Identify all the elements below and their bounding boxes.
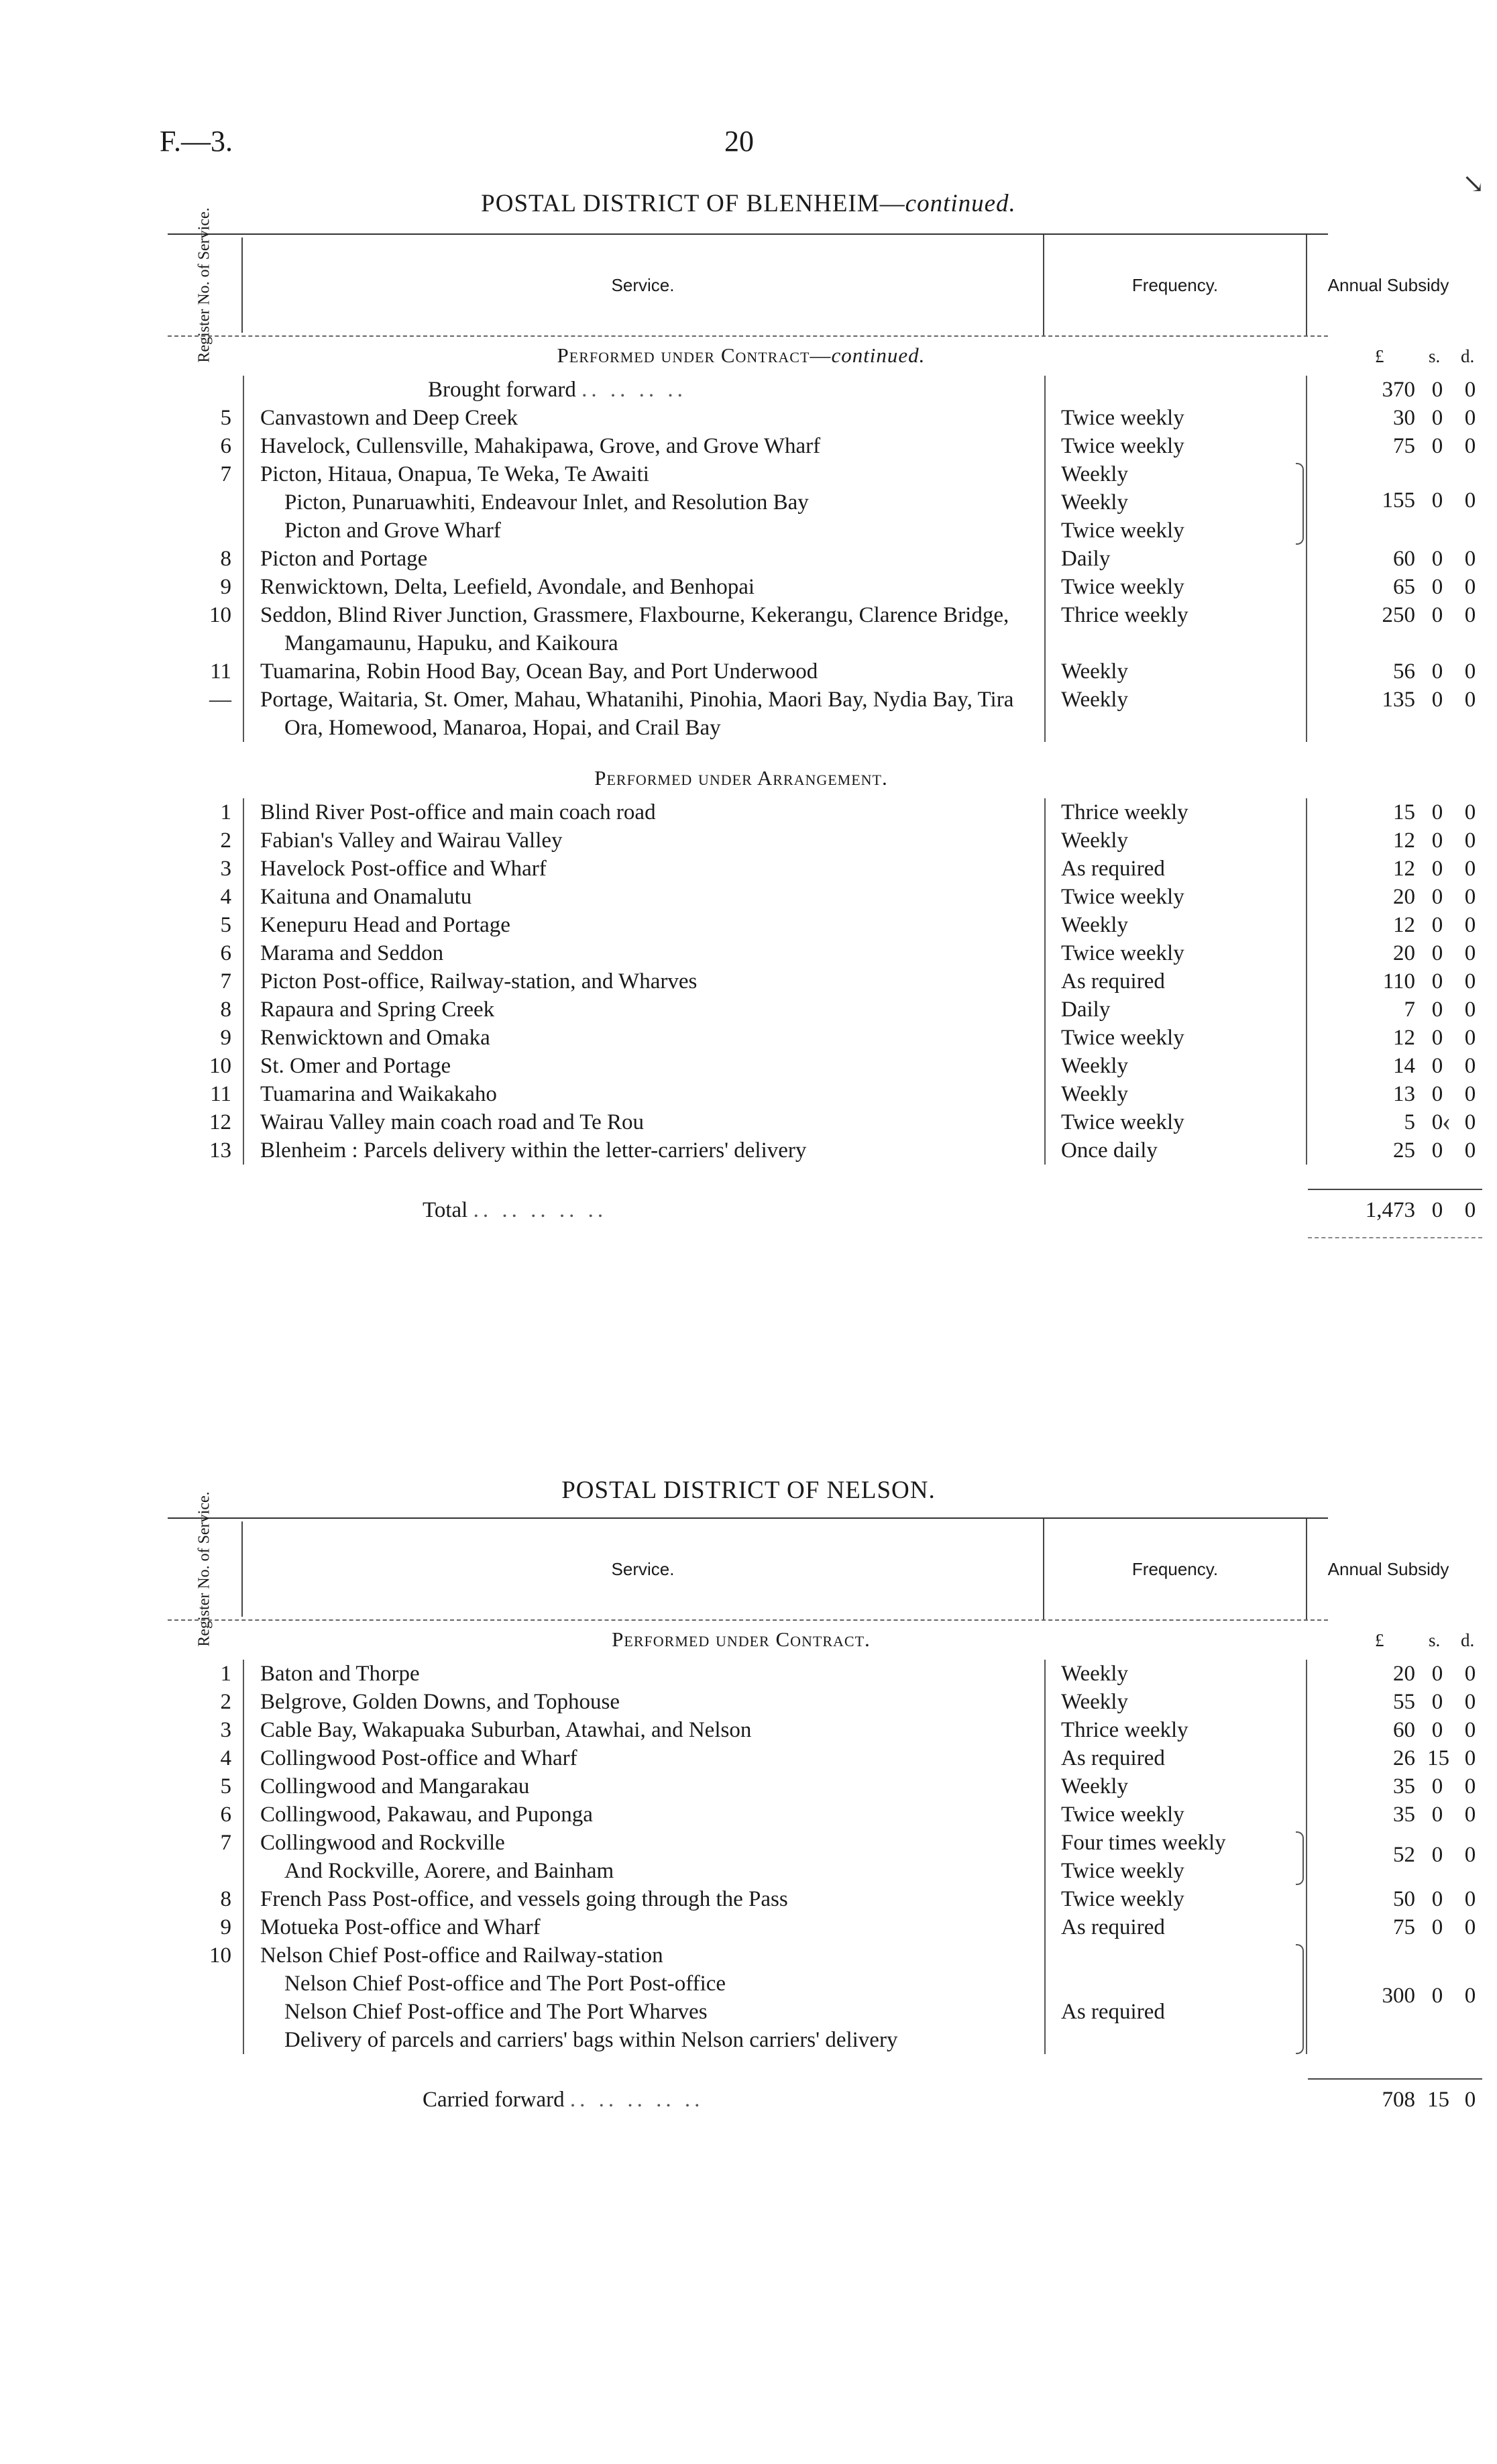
subsidy-pence: 0 <box>1464 828 1476 853</box>
frequency: Weekly <box>1061 659 1128 684</box>
subsidy-pence: 0 <box>1464 969 1476 994</box>
register-number: — <box>209 688 231 712</box>
collingwood-group-pence: 0 <box>1464 1843 1476 1867</box>
subsidy-pounds: 20 <box>1393 941 1415 965</box>
nelson-group-pounds: 300 <box>1382 1984 1415 2008</box>
frequency: Twice weekly <box>1061 519 1184 543</box>
table-row <box>168 2026 1328 2054</box>
table-row <box>168 1970 1328 1998</box>
register-number: 11 <box>210 659 231 684</box>
pence-symbol: d. <box>1461 1630 1475 1650</box>
subsidy-pence: 0 <box>1464 547 1476 571</box>
subsidy-shillings: 0 <box>1431 1138 1443 1163</box>
subsidy-pounds: 35 <box>1393 1803 1415 1827</box>
subsidy-shillings: 0 <box>1431 941 1443 965</box>
subsidy-pounds: 250 <box>1382 603 1415 627</box>
register-number: 8 <box>220 1887 231 1911</box>
subsidy-pounds: 20 <box>1393 885 1415 909</box>
frequency: Weekly <box>1061 1054 1128 1078</box>
frequency: Weekly <box>1061 1082 1128 1106</box>
register-number: 10 <box>209 1054 231 1078</box>
pence-symbol: d. <box>1461 346 1475 366</box>
service-name: And Rockville, Aorere, and Bainham <box>284 1859 614 1883</box>
frequency: Four times weekly <box>1061 1831 1226 1855</box>
frequency: Daily <box>1061 547 1111 571</box>
service-name: Belgrove, Golden Downs, and Tophouse <box>260 1690 620 1714</box>
subsidy-pounds: 75 <box>1393 1915 1415 1939</box>
report-code: F.—3. <box>160 125 233 158</box>
subsidy-pence: 0 <box>1464 1662 1476 1686</box>
subsidy-pounds: 15 <box>1393 800 1415 824</box>
nelson-title: POSTAL DISTRICT OF NELSON. <box>561 1477 936 1504</box>
subsidy-pounds: 25 <box>1393 1138 1415 1163</box>
subsidy-pence: 0 <box>1464 1746 1476 1770</box>
frequency: Thrice weekly <box>1061 800 1188 824</box>
blenheim-contract-rows <box>168 376 1476 742</box>
service-name: Blind River Post-office and main coach road <box>260 800 656 824</box>
nelson-section <box>168 1491 1476 2125</box>
register-number: 4 <box>220 1746 231 1770</box>
shillings-symbol: s. <box>1429 1630 1441 1650</box>
subsidy-shillings: 0 <box>1431 1718 1443 1742</box>
register-number: 9 <box>220 1026 231 1050</box>
frequency: Weekly <box>1061 1774 1128 1799</box>
table-row <box>168 1080 1476 1108</box>
table-row <box>168 855 1476 883</box>
service-name: St. Omer and Portage <box>260 1054 451 1078</box>
frequency: Twice weekly <box>1061 575 1184 599</box>
frequency: Twice weekly <box>1061 941 1184 965</box>
table-row <box>168 1136 1476 1165</box>
register-number: 8 <box>220 547 231 571</box>
service-name: Delivery of parcels and carriers' bags within Nelson carriers' delivery <box>284 2028 898 2052</box>
frequency: As required <box>1061 857 1165 881</box>
table-row <box>168 1108 1476 1136</box>
subsidy-shillings: 0 <box>1431 406 1443 430</box>
subsidy-shillings: 0 <box>1431 603 1443 627</box>
frequency: As required <box>1061 969 1165 994</box>
column-rule <box>1306 798 1307 1165</box>
table-row <box>168 657 1476 686</box>
table-row <box>168 939 1476 967</box>
pounds-symbol: £ <box>1375 1630 1384 1650</box>
frequency: Once daily <box>1061 1138 1158 1163</box>
service-name: Havelock, Cullensville, Mahakipawa, Grove, and Grove Wharf <box>260 434 821 458</box>
service-name: Marama and Seddon <box>260 941 444 965</box>
register-number: 5 <box>220 913 231 937</box>
subsidy-pounds: 7 <box>1404 998 1415 1022</box>
subsidy-shillings: 0 <box>1431 998 1443 1022</box>
picton-group-pence: 0 <box>1464 488 1476 513</box>
service-name: Portage, Waitaria, St. Omer, Mahau, Whatanihi, Pinohia, Maori Bay, Nydia Bay, Tira Ora, Homewood, Manaroa, Hopai, and Crail Bay <box>260 688 1014 740</box>
subsidy-shillings: 0 <box>1431 1662 1443 1686</box>
frequency: Weekly <box>1061 1662 1128 1686</box>
table-row <box>168 1941 1328 1970</box>
picton-group-brace <box>1296 463 1304 545</box>
table-row <box>168 1052 1476 1080</box>
register-number: 1 <box>220 1662 231 1686</box>
subsidy-pounds: 5 <box>1404 1110 1415 1134</box>
register-number: 2 <box>220 828 231 853</box>
subsidy-pence: 0 <box>1464 941 1476 965</box>
arrangement-heading: Performed under Arrangement. <box>594 766 888 790</box>
table-row <box>168 911 1476 939</box>
subsidy-pence: 0 <box>1464 1690 1476 1714</box>
service-name: Motueka Post-office and Wharf <box>260 1915 541 1939</box>
table-row <box>168 1024 1476 1052</box>
column-rule <box>1306 376 1307 742</box>
subsidy-pounds: 50 <box>1393 1887 1415 1911</box>
table-row <box>168 1660 1476 1688</box>
subsidy-shillings: 0 <box>1431 857 1443 881</box>
frequency: Twice weekly <box>1061 406 1184 430</box>
service-name: Havelock Post-office and Wharf <box>260 857 547 881</box>
frequency: Weekly <box>1061 462 1128 486</box>
table-row <box>168 826 1476 855</box>
column-rule <box>243 798 244 1165</box>
register-number: 5 <box>220 406 231 430</box>
subsidy-shillings: 0 <box>1431 1082 1443 1106</box>
subsidy-shillings: 0 <box>1431 885 1443 909</box>
subsidy-shillings: 0 <box>1431 575 1443 599</box>
table-row <box>168 1772 1476 1801</box>
service-name: Cable Bay, Wakapuaka Suburban, Atawhai, and Nelson <box>260 1718 752 1742</box>
subsidy-pence: 0 <box>1464 1110 1476 1134</box>
register-number: 9 <box>220 1915 231 1939</box>
picton-group-pounds: 155 <box>1382 488 1415 513</box>
subsidy-shillings: 0 <box>1431 1054 1443 1078</box>
frequency: Weekly <box>1061 1690 1128 1714</box>
register-number: 6 <box>220 434 231 458</box>
subsidy-pence: 0 <box>1464 1915 1476 1939</box>
blenheim-section <box>168 207 1476 1236</box>
frequency-column-header: Frequency. <box>1044 1519 1307 1619</box>
column-rule <box>1044 376 1046 742</box>
subsidy-pounds: 30 <box>1393 406 1415 430</box>
table-row <box>168 601 1476 657</box>
frequency: Twice weekly <box>1061 1887 1184 1911</box>
subsidy-pence: 0 <box>1464 1082 1476 1106</box>
subsidy-pounds: 12 <box>1393 1026 1415 1050</box>
service-name: Picton, Hitaua, Onapua, Te Weka, Te Awaiti <box>260 462 649 486</box>
subsidy-pence: 0 <box>1464 800 1476 824</box>
frequency: Twice weekly <box>1061 1859 1184 1883</box>
subsidy-column-header: Annual Subsidy <box>1327 1558 1449 1579</box>
collingwood-group-shillings: 0 <box>1431 1843 1443 1867</box>
register-column-header: Register No. of Service. <box>168 1521 243 1617</box>
subsidy-pence: 0 <box>1464 1026 1476 1050</box>
frequency: As required <box>1061 1915 1165 1939</box>
frequency: Weekly <box>1061 828 1128 853</box>
register-number: 3 <box>220 857 231 881</box>
service-name: Seddon, Blind River Junction, Grassmere, Flaxbourne, Kekerangu, Clarence Bridge, Mangamaunu, Hapuku, and Kaikoura <box>260 603 1009 655</box>
subsidy-pence: 0 <box>1464 1803 1476 1827</box>
nelson-contract-rows <box>168 1660 1476 2054</box>
register-number: 9 <box>220 575 231 599</box>
frequency: Twice weekly <box>1061 1110 1184 1134</box>
register-number: 4 <box>220 885 231 909</box>
subsidy-pounds: 55 <box>1393 1690 1415 1714</box>
service-name: Collingwood Post-office and Wharf <box>260 1746 577 1770</box>
service-name: Renwicktown and Omaka <box>260 1026 490 1050</box>
service-name: Collingwood and Mangarakau <box>260 1774 530 1799</box>
pounds-symbol: £ <box>1375 346 1384 366</box>
total-pounds: 1,473 <box>1365 1198 1415 1222</box>
subsidy-shillings: 0 <box>1431 800 1443 824</box>
subsidy-pence: 0 <box>1464 1054 1476 1078</box>
subsidy-pounds: 12 <box>1393 913 1415 937</box>
table-row <box>168 517 1328 545</box>
table-row <box>168 1801 1476 1829</box>
subsidy-pence: 0 <box>1464 1718 1476 1742</box>
picton-group-shillings: 0 <box>1431 488 1443 513</box>
service-name: Fabian's Valley and Wairau Valley <box>260 828 563 853</box>
table-row <box>168 573 1476 601</box>
subsidy-pounds: 56 <box>1393 659 1415 684</box>
subsidy-pounds: 12 <box>1393 828 1415 853</box>
nelson-group-pence: 0 <box>1464 1984 1476 2008</box>
table-row <box>168 883 1476 911</box>
register-number: 7 <box>220 1831 231 1855</box>
service-name: Kaituna and Onamalutu <box>260 885 472 909</box>
subsidy-shillings: 0 <box>1431 547 1443 571</box>
subsidy-shillings: 0 <box>1431 828 1443 853</box>
service-name: Blenheim : Parcels delivery within the letter-carriers' delivery <box>260 1138 807 1163</box>
page-number: 20 <box>724 125 754 158</box>
subsidy-shillings: 0 <box>1431 969 1443 994</box>
subsidy-shillings: 15 <box>1427 1746 1449 1770</box>
frequency: Thrice weekly <box>1061 1718 1188 1742</box>
subsidy-shillings: 0 <box>1431 1803 1443 1827</box>
service-name: Nelson Chief Post-office and The Port Wharves <box>284 2000 708 2024</box>
table-row <box>168 432 1476 460</box>
subsidy-pounds: 60 <box>1393 1718 1415 1742</box>
table-row <box>168 1716 1476 1744</box>
register-number: 13 <box>209 1138 231 1163</box>
frequency: As required <box>1061 2000 1165 2024</box>
subsidy-shillings: 0 <box>1431 688 1443 712</box>
column-rule <box>1044 798 1046 1165</box>
table-row <box>168 1998 1328 2026</box>
frequency: Weekly <box>1061 688 1128 712</box>
table-row <box>168 1857 1328 1885</box>
subsidy-pounds: 12 <box>1393 857 1415 881</box>
table-row <box>168 1885 1476 1913</box>
table-row <box>168 1688 1476 1716</box>
service-name: Picton and Portage <box>260 547 428 571</box>
collingwood-group-pounds: 52 <box>1393 1843 1415 1867</box>
subsidy-pence: 0 <box>1464 1887 1476 1911</box>
subsidy-shillings: 0 <box>1431 1915 1443 1939</box>
subsidy-pounds: 135 <box>1382 688 1415 712</box>
carried-forward-pounds: 708 <box>1382 2088 1415 2112</box>
frequency: Weekly <box>1061 490 1128 515</box>
table-row <box>168 1913 1476 1941</box>
subsidy-shillings: 0 <box>1431 1110 1443 1134</box>
carried-forward-row: Carried forward .. .. .. .. .. 708 15 0 <box>168 2078 1328 2125</box>
service-name: Picton and Grove Wharf <box>284 519 501 543</box>
subsidy-shillings: 0 <box>1431 913 1443 937</box>
subsidy-pounds: 13 <box>1393 1082 1415 1106</box>
subsidy-pence: 0 <box>1464 885 1476 909</box>
service-name: Nelson Chief Post-office and Railway-station <box>260 1943 663 1968</box>
table-row <box>168 996 1476 1024</box>
subsidy-pence: 0 <box>1464 857 1476 881</box>
frequency: Twice weekly <box>1061 1026 1184 1050</box>
subsidy-pence: 0 <box>1464 659 1476 684</box>
nelson-contract-heading: Performed under Contract. £ s. d. <box>612 1627 1475 1651</box>
table-row <box>168 404 1476 432</box>
subsidy-pounds: 75 <box>1393 434 1415 458</box>
service-name: Picton, Punaruawhiti, Endeavour Inlet, and Resolution Bay <box>284 490 809 515</box>
service-name: Canvastown and Deep Creek <box>260 406 518 430</box>
service-column-header: Service. <box>243 1519 1044 1619</box>
subsidy-pence: 0 <box>1464 1138 1476 1163</box>
service-column-header: Service. <box>243 235 1044 335</box>
subsidy-pence: 0 <box>1464 913 1476 937</box>
table-row <box>168 460 1328 488</box>
table-row <box>168 1829 1328 1857</box>
register-number: 1 <box>220 800 231 824</box>
register-number: 2 <box>220 1690 231 1714</box>
subsidy-pence: 0 <box>1464 603 1476 627</box>
nelson-group-brace <box>1296 1944 1304 2054</box>
service-name: Tuamarina and Waikakaho <box>260 1082 497 1106</box>
subsidy-shillings: 0 <box>1431 1887 1443 1911</box>
service-name: Picton Post-office, Railway-station, and Wharves <box>260 969 698 994</box>
subsidy-pounds: 110 <box>1382 969 1415 994</box>
subsidy-pence: 0 <box>1464 434 1476 458</box>
register-number: 6 <box>220 941 231 965</box>
shillings-symbol: s. <box>1429 346 1441 366</box>
subsidy-pence: 0 <box>1464 575 1476 599</box>
blenheim-arrangement-rows <box>168 798 1476 1165</box>
service-name: Tuamarina, Robin Hood Bay, Ocean Bay, and Port Underwood <box>260 659 818 684</box>
frequency: As required <box>1061 1746 1165 1770</box>
table-row <box>168 545 1476 573</box>
subsidy-pounds: 14 <box>1393 1054 1415 1078</box>
frequency: Daily <box>1061 998 1111 1022</box>
register-number: 12 <box>209 1110 231 1134</box>
contract-heading: Performed under Contract—continued. £ s. d. <box>557 343 1475 367</box>
scan-mark: ‹ <box>1442 1106 1451 1136</box>
column-rule <box>243 1660 244 2054</box>
subsidy-pence: 0 <box>1464 406 1476 430</box>
service-name: Baton and Thorpe <box>260 1662 420 1686</box>
service-name: Renwicktown, Delta, Leefield, Avondale, and Benhopai <box>260 575 755 599</box>
table-row <box>168 488 1328 517</box>
frequency: Twice weekly <box>1061 885 1184 909</box>
register-number: 10 <box>209 1943 231 1968</box>
frequency: Weekly <box>1061 913 1128 937</box>
total-row: Total .. .. .. .. .. 1,473 0 0 <box>168 1189 1328 1236</box>
subsidy-pounds: 20 <box>1393 1662 1415 1686</box>
register-number: 6 <box>220 1803 231 1827</box>
service-name: Rapaura and Spring Creek <box>260 998 495 1022</box>
register-number: 11 <box>210 1082 231 1106</box>
subsidy-pence: 0 <box>1464 1774 1476 1799</box>
service-name: Collingwood, Pakawau, and Puponga <box>260 1803 593 1827</box>
service-name: French Pass Post-office, and vessels going through the Pass <box>260 1887 788 1911</box>
brought-forward-row: Brought forward .. .. .. .. 370 0 0 <box>428 378 1476 402</box>
subsidy-shillings: 0 <box>1431 434 1443 458</box>
register-number: 8 <box>220 998 231 1022</box>
frequency: Thrice weekly <box>1061 603 1188 627</box>
register-column-header: Register No. of Service. <box>168 237 243 333</box>
table-row <box>168 1744 1476 1772</box>
subsidy-pence: 0 <box>1464 688 1476 712</box>
subsidy-shillings: 0 <box>1431 1774 1443 1799</box>
subsidy-pounds: 26 <box>1393 1746 1415 1770</box>
service-name: Wairau Valley main coach road and Te Rou <box>260 1110 645 1134</box>
frequency-column-header: Frequency. <box>1044 235 1307 335</box>
subsidy-shillings: 0 <box>1431 1026 1443 1050</box>
frequency: Twice weekly <box>1061 434 1184 458</box>
frequency: Twice weekly <box>1061 1803 1184 1827</box>
nelson-group-shillings: 0 <box>1431 1984 1443 2008</box>
subsidy-column-header: Annual Subsidy <box>1327 274 1449 295</box>
subsidy-shillings: 0 <box>1431 659 1443 684</box>
subsidy-pounds: 65 <box>1393 575 1415 599</box>
blenheim-title: POSTAL DISTRICT OF BLENHEIM—continued. <box>481 190 1016 217</box>
register-number: 10 <box>209 603 231 627</box>
service-name: Nelson Chief Post-office and The Port Post-office <box>284 1972 726 1996</box>
register-number: 3 <box>220 1718 231 1742</box>
collingwood-group-brace <box>1296 1831 1304 1885</box>
register-number: 7 <box>220 969 231 994</box>
column-rule <box>1306 1660 1307 2054</box>
column-rule <box>1044 1660 1046 2054</box>
table-row <box>168 686 1476 742</box>
subsidy-pounds: 35 <box>1393 1774 1415 1799</box>
scan-mark: ↘ <box>1462 168 1485 199</box>
register-number: 5 <box>220 1774 231 1799</box>
subsidy-pounds: 60 <box>1393 547 1415 571</box>
service-name: Collingwood and Rockville <box>260 1831 505 1855</box>
table-row <box>168 967 1476 996</box>
service-name: Kenepuru Head and Portage <box>260 913 510 937</box>
table-row <box>168 798 1476 826</box>
subsidy-shillings: 0 <box>1431 1690 1443 1714</box>
column-rule <box>243 376 244 742</box>
register-number: 7 <box>220 462 231 486</box>
subsidy-pence: 0 <box>1464 998 1476 1022</box>
